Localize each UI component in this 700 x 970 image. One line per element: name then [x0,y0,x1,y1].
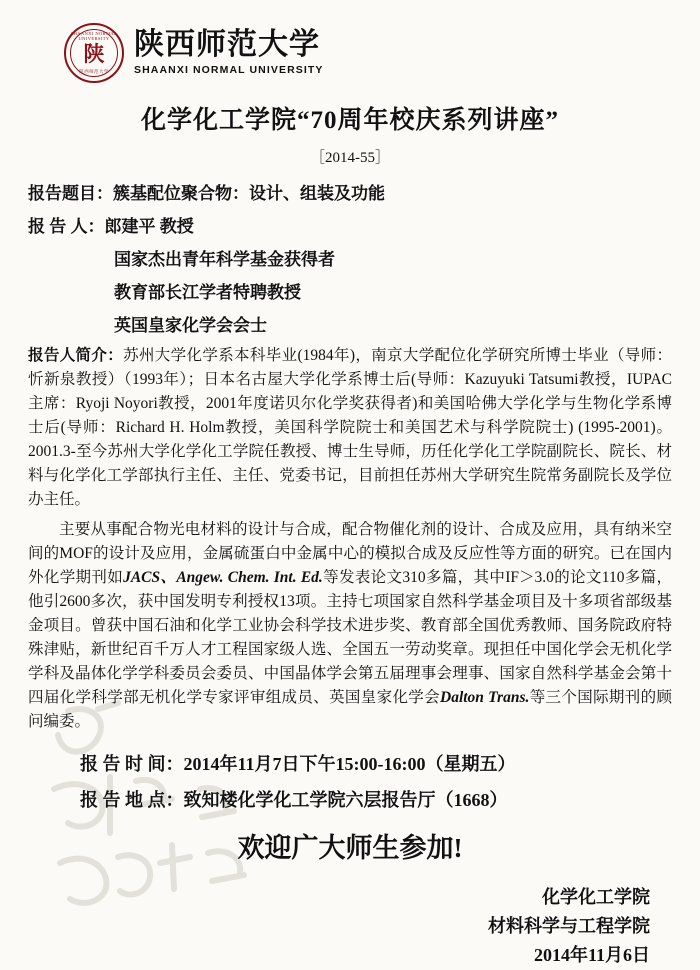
seal-character: 陕 [83,42,105,66]
welcome-message: 欢迎广大师生参加! [237,833,463,864]
speaker-row [28,212,672,237]
bio-paragraph-2 [28,518,672,734]
speaker-value: 郎建平 教授 [104,217,194,236]
university-header [28,22,672,84]
journal-name-1: JACS、Angew. Chem. Int. Ed. [123,569,323,587]
seal-ring-top-text: SHAANXI NORMAL UNIVERSITY [70,31,118,41]
topic-row [28,179,672,204]
meeting-time-value: 2014年11月7日下午15:00-16:00（星期五） [183,754,516,775]
signature-date: 2014年11月6日 [533,944,650,965]
meeting-place-label: 报 告 地 点： [80,790,184,811]
speaker-title-2: 教育部长江学者特聘教授 [114,283,301,302]
meeting-place-value: 致知楼化学化工学院六层报告厅（1668） [183,790,508,811]
bio-paragraph-1-text: 苏州大学化学系本科毕业(1984年)，南京大学配位化学研究所博士毕业（导师：忻新泉教授）（1993年）；日本名古屋大学化学系博士后(导师：Kazuyuki Tatsumi教授，IUPAC主席：Ryoji Noyori教授，2001年度诺贝尔化学奖获得者)和美国哈佛大学化学与生物化学系博士后(导师：Richard H. Holm教授，美国科学院院士和美国艺术与科学院院士) (1995-2001)。2001.3-至今苏州大学化学化工学院任教授、博士生导师，历任化学化工学院副院长、院长、材料与化学化工学部执行主任、主任、党委书记，目前担任苏州大学研究生院常务副院长及学位办主任。 [28,347,672,509]
speaker-title-3: 英国皇家化学会会士 [114,316,267,335]
topic-value: 簇基配位聚合物：设计、组装及功能 [113,184,385,203]
meeting-time-label: 报 告 时 间： [80,754,184,775]
lecture-fields [28,179,672,336]
meeting-place-row [28,786,672,812]
speaker-title-1: 国家杰出青年科学基金获得者 [114,250,335,269]
bio-label: 报告人简介： [28,347,124,364]
university-name-en: SHAANXI NORMAL UNIVERSITY [134,64,324,77]
bio-paragraph-2-text-b: 等发表论文310多篇，其中IF＞3.0的论文110多篇，他引2600多次，获中国发明专利授权13项。主持七项国家自然科学基金项目及十多项省部级基金项目。曾获中国石油和化学工业协会科学技术进步奖、教育部全国优秀教师、国务院政府特殊津贴，新世纪百千万人才工程国家级人选、全国五一劳动奖章。现担任中国化学会无机化学学科及晶体化学学科委员会委员、中国晶体学会第五届理事会理事、国家自然科学基金会第十四届化学科学部无机化学专家评审组成员、英国皇家化学会 [28,569,672,707]
topic-label: 报告题目： [28,184,113,203]
bio-paragraph-2-text-c: 等三个国际期刊的顾问编委。 [28,689,672,731]
university-seal-icon [64,23,124,83]
page-title: 化学化工学院“70周年校庆系列讲座” [140,107,559,134]
signature-block [28,883,672,969]
signature-line-2: 材料科学与工程学院 [488,916,650,937]
bio-paragraph-2-text-a: 主要从事配合物光电材料的设计与合成，配合物催化剂的设计、合成及应用，具有纳米空间的MOF的设计及应用，金属硫蛋白中金属中心的模拟合成及反应性等方面的研究。已在国内外化学期刊如 [28,521,672,587]
university-name-cn: 陕西师范大学 [134,28,320,62]
university-names [134,30,324,76]
seal-ring-bottom-text: 陕西师范大学 [79,69,109,74]
bio-paragraph-1 [28,344,672,512]
speaker-bio [28,344,672,734]
meeting-time-row [28,750,672,776]
signature-line-1: 化学化工学院 [542,887,650,908]
speaker-label: 报 告 人： [28,217,105,236]
journal-name-2: Dalton Trans. [440,689,530,707]
meeting-details [28,750,672,812]
document-number: ［2014-55］ [310,150,390,166]
